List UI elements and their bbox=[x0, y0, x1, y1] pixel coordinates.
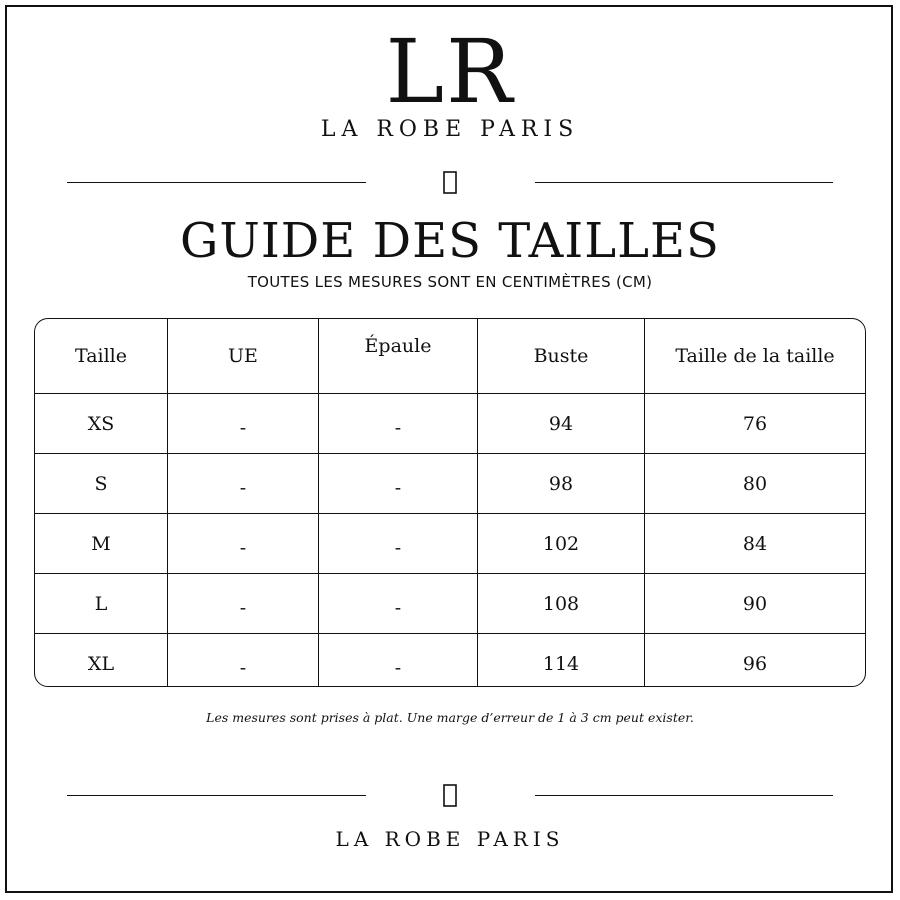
column-header-buste: Buste bbox=[478, 319, 645, 394]
cell-ue: - bbox=[168, 574, 319, 634]
cell-epaule: - bbox=[319, 634, 478, 688]
table-row bbox=[35, 574, 865, 634]
ornamental-divider-bottom bbox=[0, 781, 900, 811]
cell-size: M bbox=[35, 514, 168, 574]
brand-name-bottom: LA ROBE PARIS bbox=[335, 827, 565, 851]
table-header-row bbox=[35, 319, 865, 394]
cell-tour-de-taille: 76 bbox=[645, 394, 866, 454]
cell-buste: 98 bbox=[478, 454, 645, 514]
missing-glyph-box-icon bbox=[438, 783, 462, 809]
page-title: GUIDE DES TAILLES bbox=[180, 213, 720, 269]
divider-line-left bbox=[67, 795, 366, 796]
ornamental-divider-top bbox=[0, 168, 900, 198]
size-table-container bbox=[34, 318, 866, 687]
cell-epaule: - bbox=[319, 574, 478, 634]
table-row bbox=[35, 514, 865, 574]
divider-line-right bbox=[535, 795, 833, 796]
cell-size: XS bbox=[35, 394, 168, 454]
cell-ue: - bbox=[168, 634, 319, 688]
cell-buste: 94 bbox=[478, 394, 645, 454]
column-header-ue: UE bbox=[168, 319, 319, 394]
column-header-tour-de-taille: Taille de la taille bbox=[645, 319, 866, 394]
cell-epaule: - bbox=[319, 454, 478, 514]
cell-epaule: - bbox=[319, 514, 478, 574]
cell-tour-de-taille: 90 bbox=[645, 574, 866, 634]
column-header-taille: Taille bbox=[35, 319, 168, 394]
measurement-footnote: Les mesures sont prises à plat. Une marge d’erreur de 1 à 3 cm peut exister. bbox=[206, 710, 694, 725]
cell-ue: - bbox=[168, 394, 319, 454]
table-row bbox=[35, 394, 865, 454]
cell-size: XL bbox=[35, 634, 168, 688]
cell-size: S bbox=[35, 454, 168, 514]
divider-line-left bbox=[67, 182, 366, 183]
cell-epaule: - bbox=[319, 394, 478, 454]
column-header-epaule: Épaule bbox=[319, 319, 478, 394]
cell-tour-de-taille: 80 bbox=[645, 454, 866, 514]
table-row bbox=[35, 634, 865, 688]
cell-buste: 102 bbox=[478, 514, 645, 574]
cell-buste: 114 bbox=[478, 634, 645, 688]
brand-name-top: LA ROBE PARIS bbox=[320, 117, 580, 142]
cell-size: L bbox=[35, 574, 168, 634]
cell-buste: 108 bbox=[478, 574, 645, 634]
table-row bbox=[35, 454, 865, 514]
missing-glyph-box-icon bbox=[438, 170, 462, 196]
divider-line-right bbox=[535, 182, 833, 183]
brand-monogram-logo: LR bbox=[385, 20, 515, 123]
page-subtitle: TOUTES LES MESURES SONT EN CENTIMÈTRES (CM) bbox=[247, 273, 653, 291]
size-table bbox=[35, 319, 865, 687]
cell-ue: - bbox=[168, 454, 319, 514]
cell-tour-de-taille: 96 bbox=[645, 634, 866, 688]
cell-ue: - bbox=[168, 514, 319, 574]
cell-tour-de-taille: 84 bbox=[645, 514, 866, 574]
